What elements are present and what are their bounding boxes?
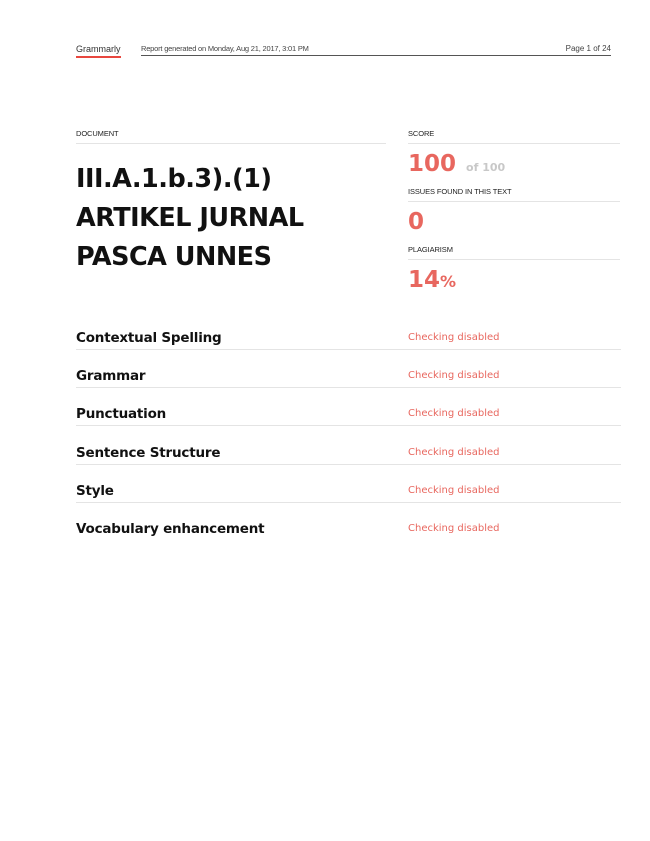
plagiarism-block xyxy=(408,245,620,295)
category-row xyxy=(76,327,621,350)
issues-label: ISSUES FOUND IN THIS TEXT xyxy=(408,187,620,202)
generated-text: Report generated on Monday, Aug 21, 2017, 3:01 PM xyxy=(141,44,309,53)
category-label: Punctuation xyxy=(76,406,167,422)
category-row xyxy=(76,403,621,426)
category-status: Checking disabled xyxy=(408,332,500,343)
score-value-row xyxy=(408,151,620,179)
page-number: Page 1 of 24 xyxy=(565,44,611,53)
plagiarism-label: PLAGIARISM xyxy=(408,245,620,260)
category-row xyxy=(76,480,621,503)
document-label: DOCUMENT xyxy=(76,129,386,144)
document-title-line: ARTIKEL JURNAL xyxy=(76,203,304,233)
category-status: Checking disabled xyxy=(408,447,500,458)
category-status: Checking disabled xyxy=(408,370,500,381)
score-label: SCORE xyxy=(408,129,620,144)
score-max: of 100 xyxy=(466,161,506,174)
plagiarism-value-row xyxy=(408,267,620,295)
category-status: Checking disabled xyxy=(408,523,500,534)
category-label: Style xyxy=(76,483,114,499)
score-value: 100 xyxy=(408,151,457,177)
document-title-line: III.A.1.b.3).(1) xyxy=(76,164,272,194)
category-row xyxy=(76,442,621,465)
document-title-line: PASCA UNNES xyxy=(76,242,272,272)
document-title xyxy=(76,160,386,277)
category-row xyxy=(76,365,621,388)
category-status: Checking disabled xyxy=(408,408,500,419)
category-label: Contextual Spelling xyxy=(76,330,222,346)
category-label: Sentence Structure xyxy=(76,445,221,461)
category-status: Checking disabled xyxy=(408,485,500,496)
category-label: Grammar xyxy=(76,368,146,384)
brand-name: Grammarly xyxy=(76,44,121,58)
category-row xyxy=(76,518,621,540)
issues-value: 0 xyxy=(408,209,425,235)
document-section xyxy=(76,129,386,277)
generated-bar xyxy=(141,44,611,56)
score-section xyxy=(408,129,620,295)
category-label: Vocabulary enhancement xyxy=(76,521,265,537)
score-block xyxy=(408,129,620,179)
plagiarism-unit: % xyxy=(440,272,457,291)
report-header xyxy=(76,44,611,58)
issues-block xyxy=(408,187,620,237)
plagiarism-value: 14 xyxy=(408,267,441,293)
